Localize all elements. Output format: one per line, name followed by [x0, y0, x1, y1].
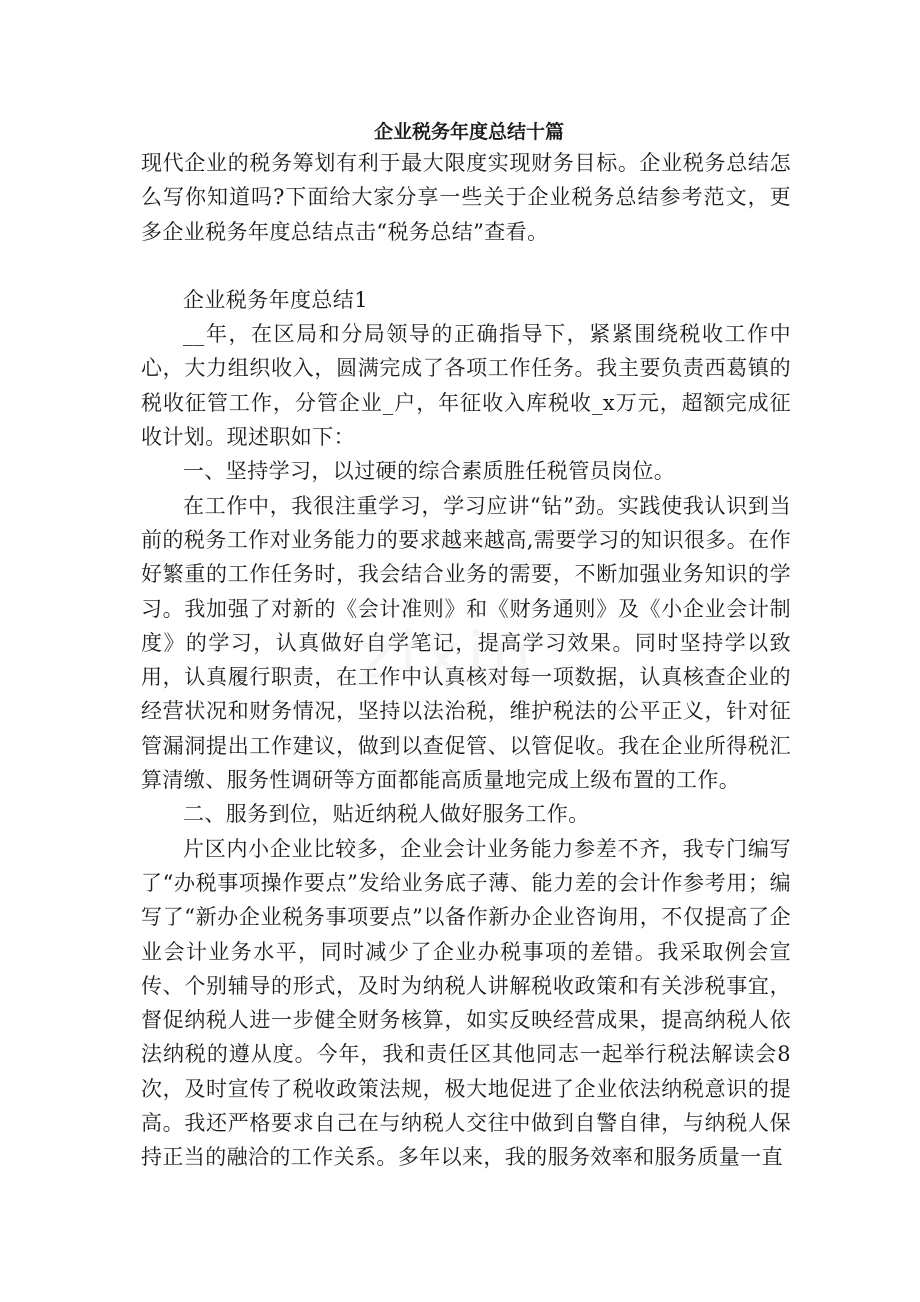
section-heading: 企业税务年度总结1 — [183, 287, 368, 312]
subheading-2: 二、服务到位，贴近纳税人做好服务工作。 — [183, 802, 590, 827]
intro-paragraph: 现代企业的税务筹划有利于最大限度实现财务目标。企业税务总结怎么写你知道吗?下面给大家分享一些关于企业税务总结参考范文，更多企业税务年度总结点击“税务总结”查看。 — [141, 151, 791, 244]
body-paragraph-3: 片区内小企业比较多，企业会计业务能力参差不齐，我专门编写了“办税事项操作要点”发给业务底子薄、能力差的会计作参考用；编写了“新办企业税务事项要点”以备作新办企业咨询用，不仅提高了企业会计业务水平，同时减少了企业办税事项的差错。我采取例会宣传、个别辅导的形式，及时为纳税人讲解税收政策和有关涉税事宜，督促纳税人进一步健全财务核算，如实反映经营成果，提高纳税人依法纳税的遵从度。今年，我和责任区其他同志一起举行税法解读会8次，及时宣传了税收政策法规，极大地促进了企业依法纳税意识的提高。我还严格要求自己在与纳税人交往中做到自警自律，与纳税人保持正当的融洽的工作关系。多年以来，我的服务效率和服务质量一直 — [141, 836, 791, 1170]
document-title: 企业税务年度总结十篇 — [373, 121, 564, 143]
body-paragraph-2: 在工作中，我很注重学习，学习应讲“钻”劲。实践使我认识到当前的税务工作对业务能力的要求越来越高,需要学习的知识很多。在作好繁重的工作任务时，我会结合业务的需要，不断加强业务知识的学习。我加强了对新的《会计准则》和《财务通则》及《小企业会计制度》的学习，认真做好自学笔记，提高学习效果。同时坚持学以致用，认真履行职责，在工作中认真核对每一项数据，认真核查企业的经营状况和财务情况，坚持以法治税，维护税法的公平正义，针对征管漏洞提出工作建议，做到以查促管、以管促收。我在企业所得税汇算清缴、服务性调研等方面都能高质量地完成上级布置的工作。 — [141, 493, 791, 793]
body-paragraph-1: __年，在区局和分局领导的正确指导下，紧紧围绕税收工作中心，大力组织收入，圆满完成了各项工作任务。我主要负责西葛镇的税收征管工作，分管企业_户，年征收入库税收_x万元，超额完成征收计划。现述职如下： — [141, 322, 791, 450]
subheading-1: 一、坚持学习，以过硬的综合素质胜任税管员岗位。 — [183, 459, 676, 484]
blank-line — [141, 249, 791, 283]
document-page — [141, 112, 791, 1175]
